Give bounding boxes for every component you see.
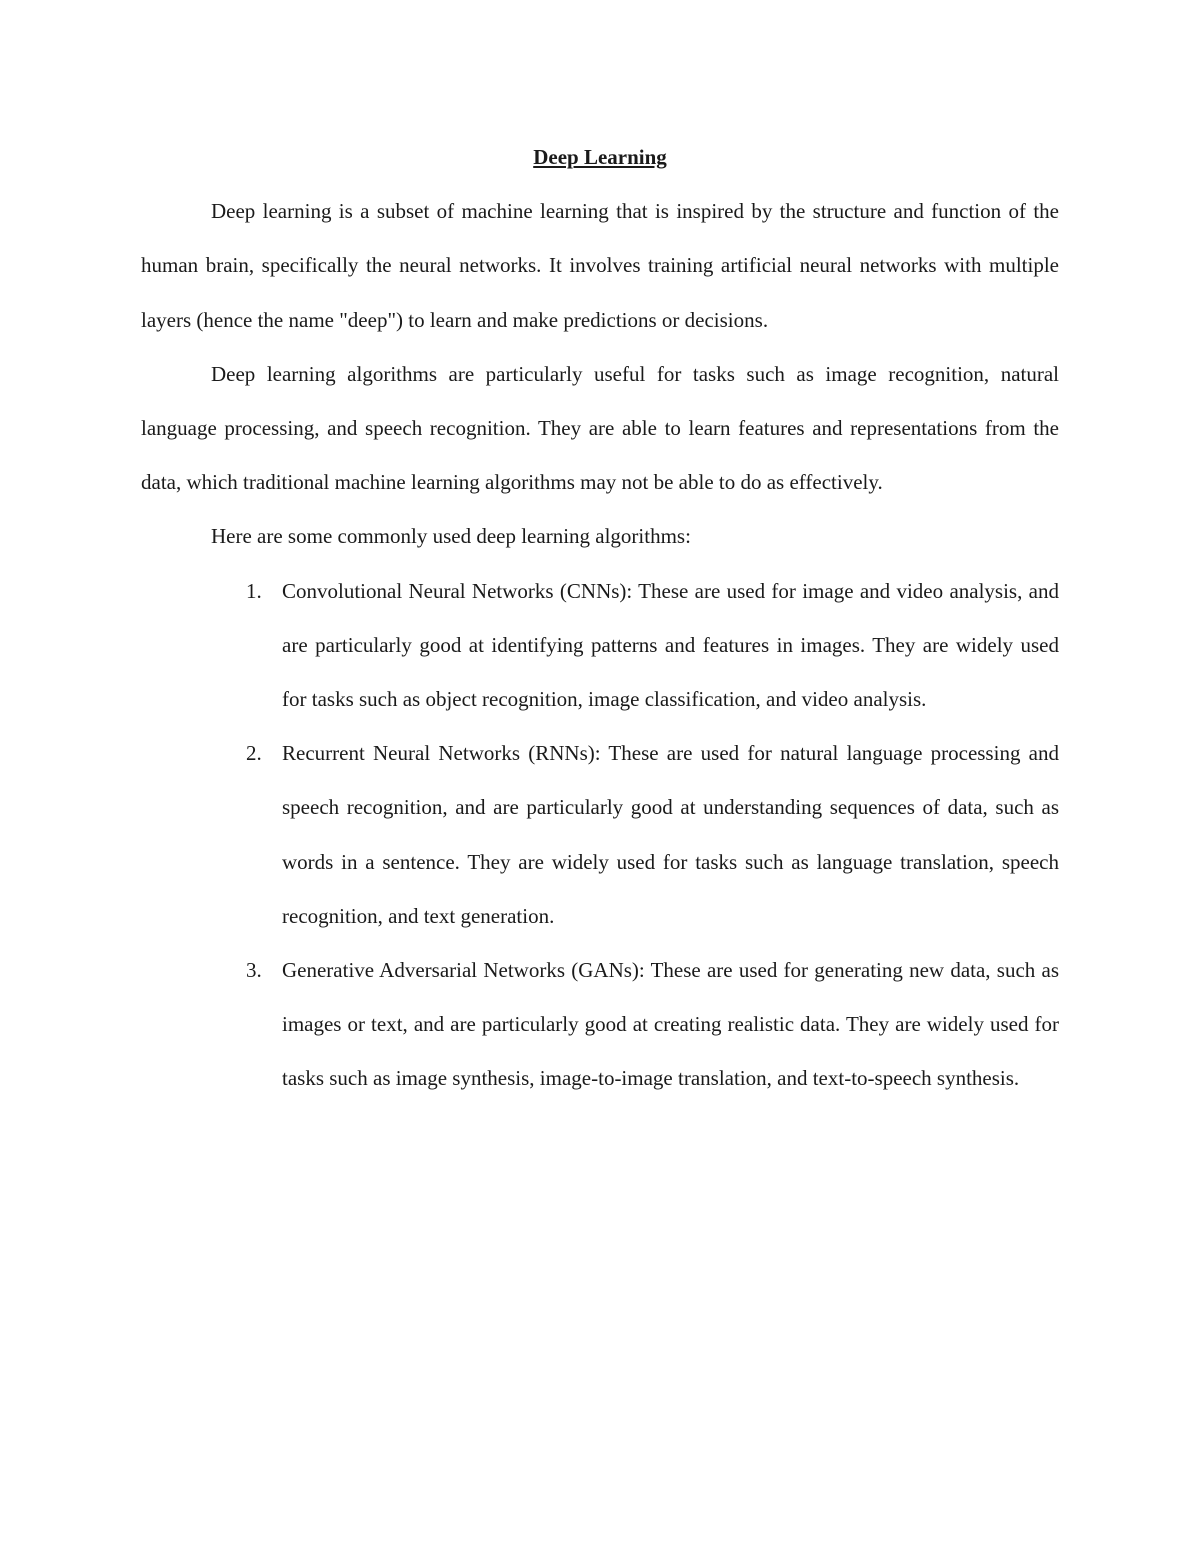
- list-intro: Here are some commonly used deep learning algorithms:: [211, 524, 691, 549]
- list-item-number: 1.: [246, 578, 262, 603]
- list-item-text: Recurrent Neural Networks (RNNs): These are used for natural language processing and speech recognition, and are particularly good at understanding sequences of data, such as words in a sentence. They are widely used for tasks such as language translation, speech recognition, and text generation.: [282, 741, 1059, 928]
- list-item-gan: [141, 943, 1059, 1106]
- paragraph-use-cases: Deep learning algorithms are particularly useful for tasks such as image recognition, natural language processing, and speech recognition. They are able to learn features and representations from the data, which traditional machine learning algorithms may not be able to do as effectively.: [141, 361, 1059, 495]
- list-item-text: Generative Adversarial Networks (GANs): These are used for generating new data, such as images or text, and are particularly good at creating realistic data. They are widely used for tasks such as image synthesis, image-to-image translation, and text-to-speech synthesis.: [282, 958, 1059, 1091]
- list-item-cnn: [141, 564, 1059, 727]
- list-item-text: Convolutional Neural Networks (CNNs): These are used for image and video analysis, and are particularly good at identifying patterns and features in images. They are widely used for tasks such as object recognition, image classification, and video analysis.: [282, 578, 1059, 712]
- list-item-number: 2.: [246, 741, 262, 766]
- document-title: Deep Learning: [533, 145, 667, 169]
- list-item-number: 3.: [246, 958, 262, 983]
- paragraph-definition: Deep learning is a subset of machine learning that is inspired by the structure and function of the human brain, specifically the neural networks. It involves training artificial neural networks with multiple layers (hence the name "deep") to learn and make predictions or decisions.: [141, 199, 1059, 332]
- document-body: [141, 130, 1059, 1106]
- algorithm-list: [141, 564, 1059, 1106]
- list-item-rnn: [141, 726, 1059, 943]
